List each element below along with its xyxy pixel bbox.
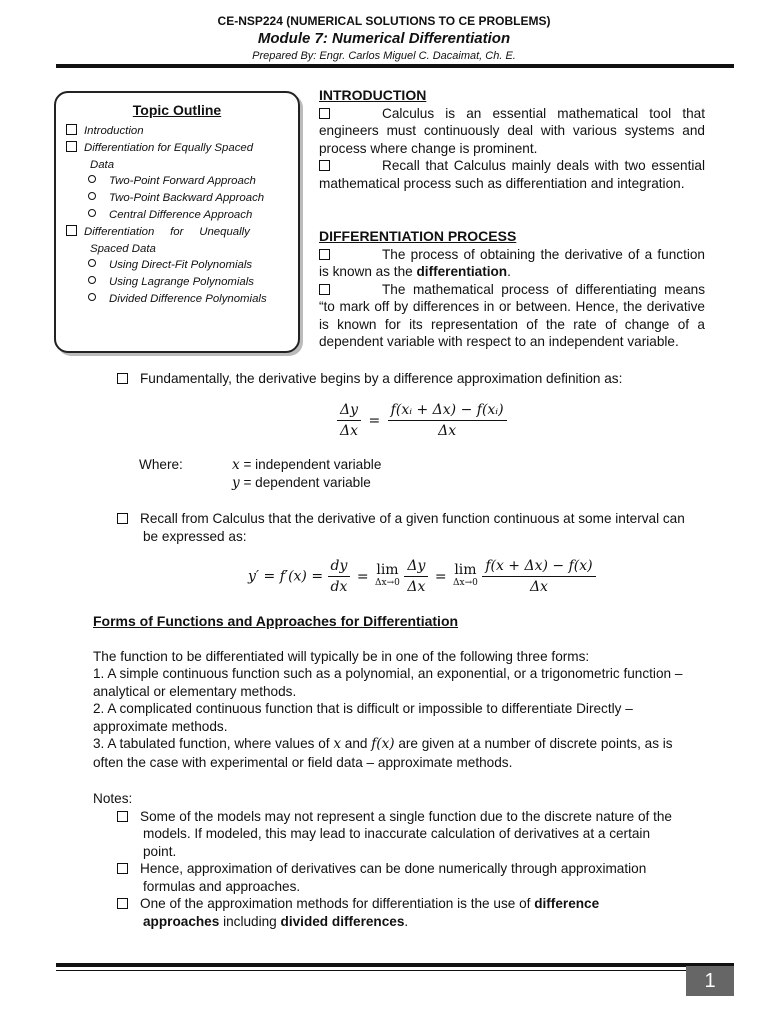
notes-section [93, 790, 693, 930]
outline-item: Differentiation for Equally Spaced [56, 140, 298, 157]
outline-subitem: Divided Difference Polynomials [56, 291, 298, 308]
difference-equation: $\frac{\Delta y}{\Delta x}$ = $\frac{\text{f(xᵢ + Δx) − f(xᵢ)}}{\Delta x}$ [337, 402, 507, 439]
page-number: 1 [686, 966, 734, 996]
fundamental-text: Fundamentally, the derivative begins by a difference approximation definition as: [140, 371, 623, 386]
note-1: Some of the models may not represent a single function due to the discrete nature of the models. If modeled, this may lead to inaccurate calculation of derivatives at a certain point. [117, 808, 677, 861]
circle-bullet-icon [88, 209, 96, 217]
topic-outline-list [56, 123, 298, 308]
outline-subitem: Two-Point Forward Approach [56, 173, 298, 190]
checkbox-icon [117, 898, 128, 909]
introduction-section [319, 87, 705, 192]
diff-process-title: DIFFERENTIATION PROCESS [319, 228, 517, 244]
where-x: x = independent variable [232, 457, 382, 473]
where-block [139, 456, 539, 492]
outline-subitem: Using Lagrange Polynomials [56, 274, 298, 291]
outline-subitem: Two-Point Backward Approach [56, 190, 298, 207]
checkbox-icon [319, 284, 330, 295]
checkbox-icon [66, 141, 77, 152]
module-title: Module 7: Numerical Differentiation [257, 30, 511, 47]
diff-paragraph-1: The process of obtaining the derivative of a function is known as the differentiation. [319, 246, 705, 279]
checkbox-icon [117, 863, 128, 874]
note-2: Hence, approximation of derivatives can be done numerically through approximation formulas and approaches. [117, 860, 677, 895]
topic-outline-box [54, 91, 300, 353]
outline-item: Introduction [56, 123, 298, 140]
outline-item-cont: Data [90, 158, 115, 171]
derivative-limit-equation: y′ = f′(x) = $\frac{dy}{dx}$ = lim Δx→0 $\frac{\Delta y}{\Delta x}$ = lim Δx→0 $\frac{f(x + \Delta x) - f(x)}{\Delta x}$ [248, 558, 596, 595]
circle-bullet-icon [88, 259, 96, 267]
forms-title: Forms of Functions and Approaches for Differentiation [93, 613, 459, 629]
course-title: CE-NSP224 (NUMERICAL SOLUTIONS TO CE PROBLEMS) [217, 14, 551, 28]
introduction-title: INTRODUCTION [319, 87, 427, 103]
topic-outline-title: Topic Outline [132, 102, 222, 118]
forms-item-2: 2. A complicated continuous function that is difficult or impossible to differentiate Directly – approximate methods. [93, 701, 633, 734]
checkbox-icon [66, 225, 77, 236]
fundamental-bullet [117, 370, 707, 388]
recall-bullet [117, 510, 691, 545]
circle-bullet-icon [88, 192, 96, 200]
forms-intro: The function to be differentiated will typically be in one of the following three forms: [93, 648, 590, 664]
checkbox-icon [117, 373, 128, 384]
outline-subitem: Using Direct-Fit Polynomials [56, 257, 298, 274]
outline-item-cont: Spaced Data [90, 242, 156, 255]
differentiation-process-section [319, 228, 705, 351]
prepared-by: Prepared By: Engr. Carlos Miguel C. Dacaimat, Ch. E. [252, 50, 516, 62]
diff-paragraph-2: The mathematical process of differentiating means “to mark off by differences in or between. Hence, the derivative is known for its representation of the rate of change of a dependent variable with respect to an independent variable. [319, 281, 705, 349]
outline-item: Differentiation for Unequally [56, 224, 298, 241]
forms-section [93, 613, 693, 771]
where-y: y = dependent variable [232, 475, 371, 491]
header-rule [56, 64, 734, 68]
intro-paragraph-2: Recall that Calculus mainly deals with two essential mathematical process such as differentiation and integration. [319, 158, 705, 191]
circle-bullet-icon [88, 175, 96, 183]
checkbox-icon [319, 108, 330, 119]
note-3: One of the approximation methods for differentiation is the use of difference approaches including divided differences. [117, 895, 677, 930]
forms-item-3: 3. A tabulated function, where values of x and f(x) are given at a number of discrete points, as is often the case with experimental or field data – approximate methods. [93, 736, 673, 770]
checkbox-icon [117, 513, 128, 524]
checkbox-icon [319, 160, 330, 171]
recall-text: Recall from Calculus that the derivative of a given function continuous at some interval can be expressed as: [140, 511, 685, 544]
footer-rule [56, 963, 734, 967]
forms-item-1: 1. A simple continuous function such as a polynomial, an exponential, or a trigonometric function – analytical or elementary methods. [93, 666, 683, 699]
checkbox-icon [319, 249, 330, 260]
intro-paragraph-1: Calculus is an essential mathematical tool that engineers must continuously deal with various systems and process where change is prominent. [319, 105, 705, 156]
circle-bullet-icon [88, 293, 96, 301]
circle-bullet-icon [88, 276, 96, 284]
where-label: Where: [139, 457, 183, 472]
checkbox-icon [66, 124, 77, 135]
checkbox-icon [117, 811, 128, 822]
notes-label: Notes: [93, 791, 133, 806]
footer-rule-thin [56, 970, 734, 971]
outline-subitem: Central Difference Approach [56, 207, 298, 224]
